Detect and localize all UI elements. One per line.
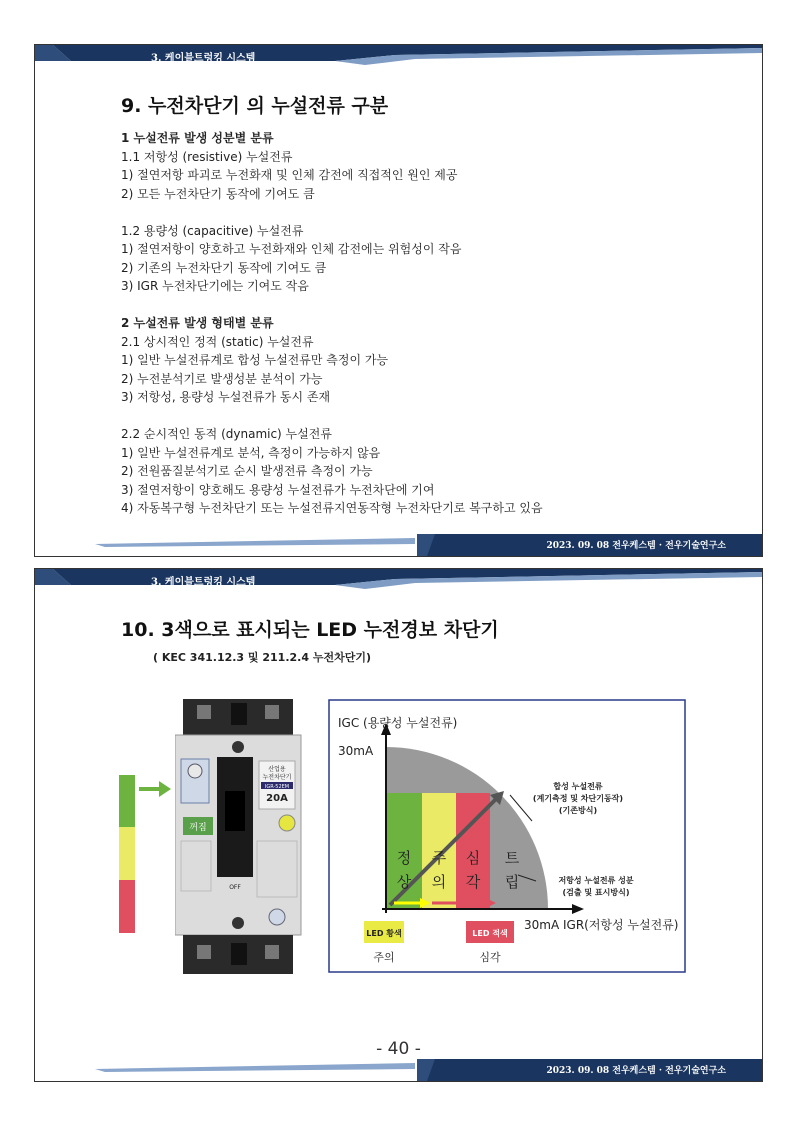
body-line: 2.1 상시적인 정적 (static) 누설전류 [121, 334, 314, 349]
led-red-segment [119, 880, 135, 933]
breaker-product-line1: 산업용 [268, 766, 286, 773]
header-band [35, 569, 762, 591]
y-axis-tick-30ma: 30mA [338, 744, 374, 758]
breaker-model: IGR-52EM [264, 784, 290, 790]
led-yellow-segment [119, 827, 135, 880]
led-red-label: LED 적색 [472, 929, 508, 938]
footer-label: 2023. 09. 08 전우케스템 · 전우기술연구소 [546, 541, 726, 551]
body-line: 1) 절연저항 파괴로 누전화재 및 인체 감전에 직접적인 원인 제공 [121, 168, 458, 182]
body-line: 1.2 용량성 (capacitive) 누설전류 [121, 223, 304, 238]
body-line: 1) 일반 누설전류계로 합성 누설전류만 측정이 가능 [121, 353, 389, 367]
header-band [35, 45, 762, 67]
body-line: 4) 자동복구형 누전차단기 또는 누설전류지연동작형 누전차단기로 복구하고 있음 [121, 501, 543, 515]
zone-severe-char1: 심 [465, 849, 481, 867]
body-line: 2) 모든 누전차단기 동작에 기여도 큼 [121, 186, 315, 201]
body-line: 1.1 저항성 (resistive) 누설전류 [121, 149, 293, 164]
leakage-zone-diagram [328, 699, 686, 973]
section-heading: 1 누설전류 발생 성분별 분류 [121, 131, 274, 145]
body-line: 2) 기존의 누전차단기 동작에 기여도 큼 [121, 260, 327, 275]
footer-label: 2023. 09. 08 전우케스템 · 전우기술연구소 [546, 1066, 726, 1076]
body-line: 3) 절연저항이 양호해도 용량성 누설전류가 누전차단에 기여 [121, 482, 435, 497]
zone-severe-char2: 각 [465, 873, 481, 891]
slide-subtitle: ( KEC 341.12.3 및 211.2.4 누전차단기) [153, 651, 371, 664]
severe-caption: 심각 [479, 951, 501, 964]
breaker-product-line2: 누전차단기 [262, 774, 292, 781]
zone-trip-char2: 립 [504, 873, 520, 891]
breaker-image [175, 699, 305, 974]
body-line: 3) IGR 누전차단기에는 기여도 작음 [121, 279, 309, 293]
body-line: 2) 누전분석기로 발생성분 분석이 가능 [121, 371, 323, 386]
zone-trip-char1: 트 [504, 849, 520, 867]
body-line: 2) 전원품질분석기로 순시 발생전류 측정이 가능 [121, 464, 373, 478]
zone-normal-char2: 상 [396, 873, 412, 891]
body-line: 1) 절연저항이 양호하고 누전화재와 인체 감전에는 위험성이 작음 [121, 242, 462, 256]
body-line [121, 407, 741, 426]
slide-body-text [121, 129, 741, 518]
led-green-segment [119, 775, 135, 827]
composite-leakage-sub2: (기존방식) [558, 806, 598, 815]
page-number: - 40 - [376, 1039, 421, 1059]
body-line [121, 203, 741, 222]
slide-leakage-current-classification [34, 44, 763, 557]
breaker-rating: 20A [266, 793, 288, 804]
section-label: 3. 케이블트렁킹 시스템 [151, 53, 256, 64]
led-yellow-label: LED 황색 [366, 929, 402, 938]
arrow-right-icon [139, 779, 171, 799]
section-label: 3. 케이블트렁킹 시스템 [151, 577, 256, 588]
breaker-off-label: OFF [229, 884, 241, 891]
composite-leakage-title: 합성 누설전류 [553, 782, 603, 791]
led-indicator-bar [119, 775, 135, 933]
body-line [121, 296, 741, 315]
x-axis-label: 30mA IGR(저항성 누설전류) [524, 918, 679, 932]
y-axis-label: IGC (용량성 누설전류) [338, 716, 458, 730]
breaker-window-label: 꺼짐 [189, 823, 207, 833]
body-line: 2.2 순시적인 동적 (dynamic) 누설전류 [121, 427, 332, 441]
resistive-leakage-sub: (검출 및 표시방식) [562, 888, 630, 897]
slide-title: 9. 누전차단기 의 누설전류 구분 [121, 95, 389, 117]
zone-caution-char1: 주 [431, 849, 447, 867]
zone-normal-char1: 정 [396, 849, 412, 867]
body-line: 1) 일반 누설전류계로 분석, 측정이 가능하지 않음 [121, 445, 381, 460]
caution-caption: 주의 [373, 951, 395, 964]
slide-led-leakage-breaker [34, 568, 763, 1082]
body-line: 3) 저항성, 용량성 누설전류가 동시 존재 [121, 390, 331, 404]
composite-leakage-sub1: (계기측정 및 차단기동작) [532, 794, 624, 803]
slide-title: 10. 3색으로 표시되는 LED 누전경보 차단기 [121, 619, 499, 641]
section-heading: 2 누설전류 발생 형태별 분류 [121, 316, 274, 330]
zone-caution-char2: 의 [431, 873, 447, 891]
resistive-leakage-title: 저항성 누설전류 성분 [558, 876, 634, 885]
